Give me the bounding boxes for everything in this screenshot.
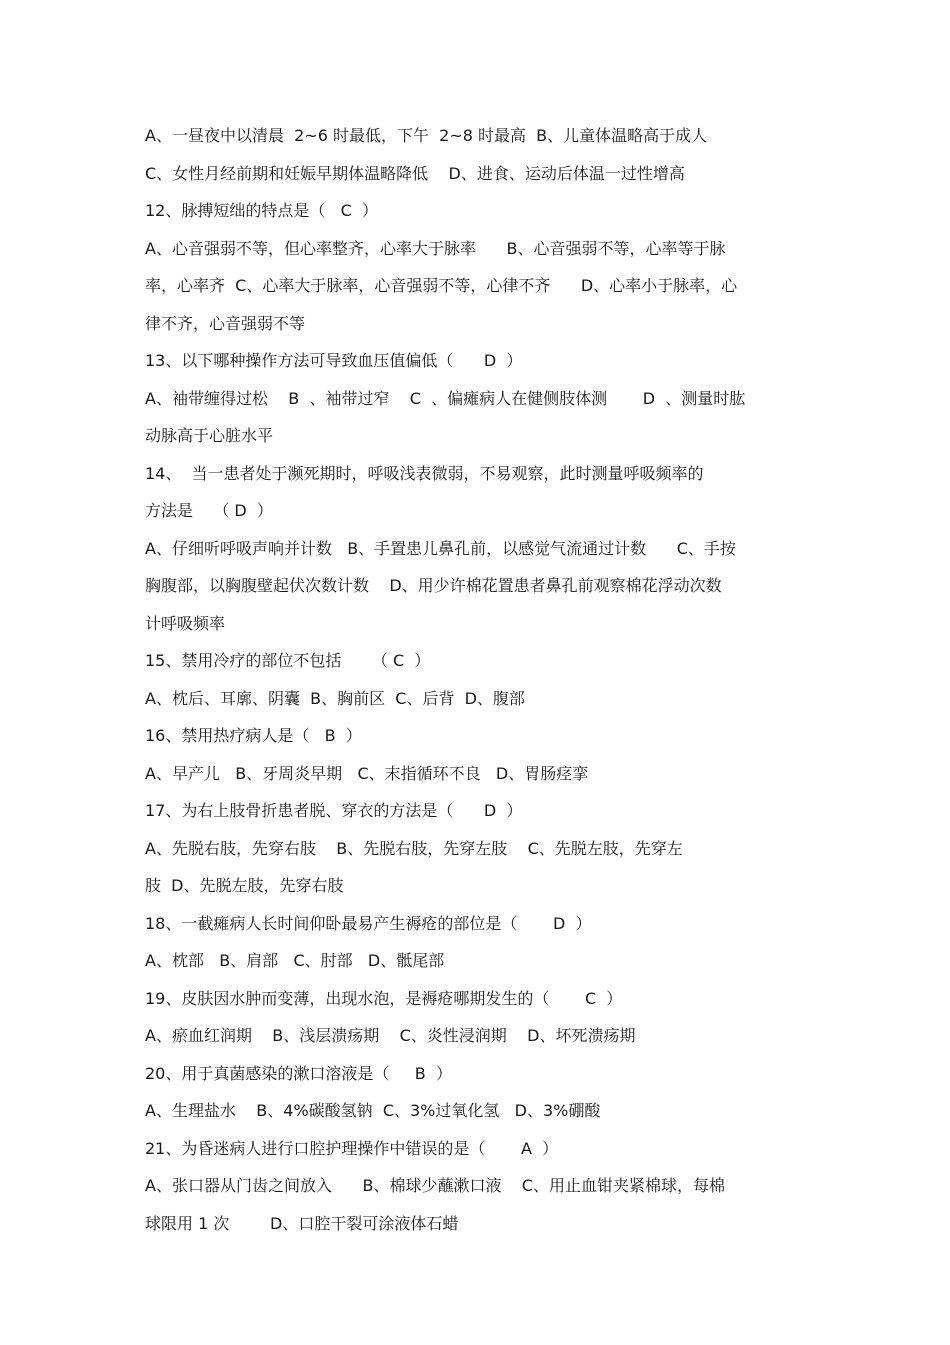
question-18: 18、一截瘫病人长时间仰卧最易产生褥疮的部位是（ D ） (145, 913, 592, 933)
text-line: 方法是 （ D ） (145, 501, 273, 520)
text-line: 律不齐，心音强弱不等 (145, 313, 306, 333)
text-line: 胸腹部，以胸腹壁起伏次数计数 D、用少许棉花置患者鼻孔前观察棉花浮动次数 (145, 576, 722, 595)
question-19: 19、皮肤因水肿而变薄，出现水泡，是褥疮哪期发生的（ C ） (145, 988, 623, 1008)
question-21: 21、为昏迷病人进行口腔护理操作中错误的是（ A ） (145, 1138, 559, 1158)
question-14: 14、 当一患者处于濒死期时，呼吸浅表微弱，不易观察，此时测量呼吸频率的 (145, 463, 704, 483)
question-13: 13、以下哪种操作方法可导致血压值偏低（ D ） (145, 351, 523, 370)
text-line: A、仔细听呼吸声响并计数 B、手置患儿鼻孔前，以感觉气流通过计数 C、手按 (145, 538, 736, 558)
text-line: A、生理盐水 B、4%碳酸氢钠 C、3%过氧化氢 D、3%硼酸 (145, 1101, 601, 1120)
text-line: 肢 D、先脱左肢，先穿右肢 (145, 876, 344, 895)
text-line: A、先脱右肢，先穿右肢 B、先脱右肢，先穿左肢 C、先脱左肢，先穿左 (145, 838, 683, 858)
text-line: A、瘀血红润期 B、浅层溃疡期 C、炎性浸润期 D、坏死溃疡期 (145, 1026, 636, 1045)
text-line: A、枕后、耳廓、阴囊 B、胸前区 C、后背 D、腹部 (145, 688, 525, 708)
text-line: 率，心率齐 C、心率大于脉率，心音强弱不等，心律不齐 D、心率小于脉率，心 (145, 276, 738, 295)
text-line: A、心音强弱不等，但心率整齐，心率大于脉率 B、心音强弱不等，心率等于脉 (145, 238, 726, 258)
question-16: 16、禁用热疗病人是（ B ） (145, 726, 362, 745)
question-20: 20、用于真菌感染的漱口溶液是（ B ） (145, 1063, 452, 1083)
text-line: 动脉高于心脏水平 (145, 426, 274, 445)
question-text-block (145, 117, 810, 1242)
text-line: A、一昼夜中以清晨 2~6 时最低，下午 2~8 时最高 B、儿童体温略高于成人 (145, 126, 708, 145)
question-17: 17、为右上肢骨折患者脱、穿衣的方法是（ D ） (145, 801, 523, 820)
text-line: A、张口器从门齿之间放入 B、棉球少蘸漱口液 C、用止血钳夹紧棉球，每棉 (145, 1176, 725, 1195)
question-15: 15、禁用冷疗的部位不包括 （ C ） (145, 651, 431, 670)
text-line: 球限用 1 次 D、口腔干裂可涂液体石蜡 (145, 1213, 459, 1233)
text-line: A、袖带缠得过松 B 、袖带过窄 C 、偏瘫病人在健侧肢体测 D 、测量时肱 (145, 388, 746, 408)
text-line: 计呼吸频率 (145, 613, 226, 633)
text-line: A、枕部 B、肩部 C、肘部 D、骶尾部 (145, 951, 445, 970)
text-line: C、女性月经前期和妊娠早期体温略降低 D、进食、运动后体温一过性增高 (145, 163, 685, 183)
question-12: 12、脉搏短绌的特点是（ C ） (145, 201, 378, 220)
text-line: A、早产儿 B、牙周炎早期 C、末指循环不良 D、胃肠痉挛 (145, 763, 589, 783)
